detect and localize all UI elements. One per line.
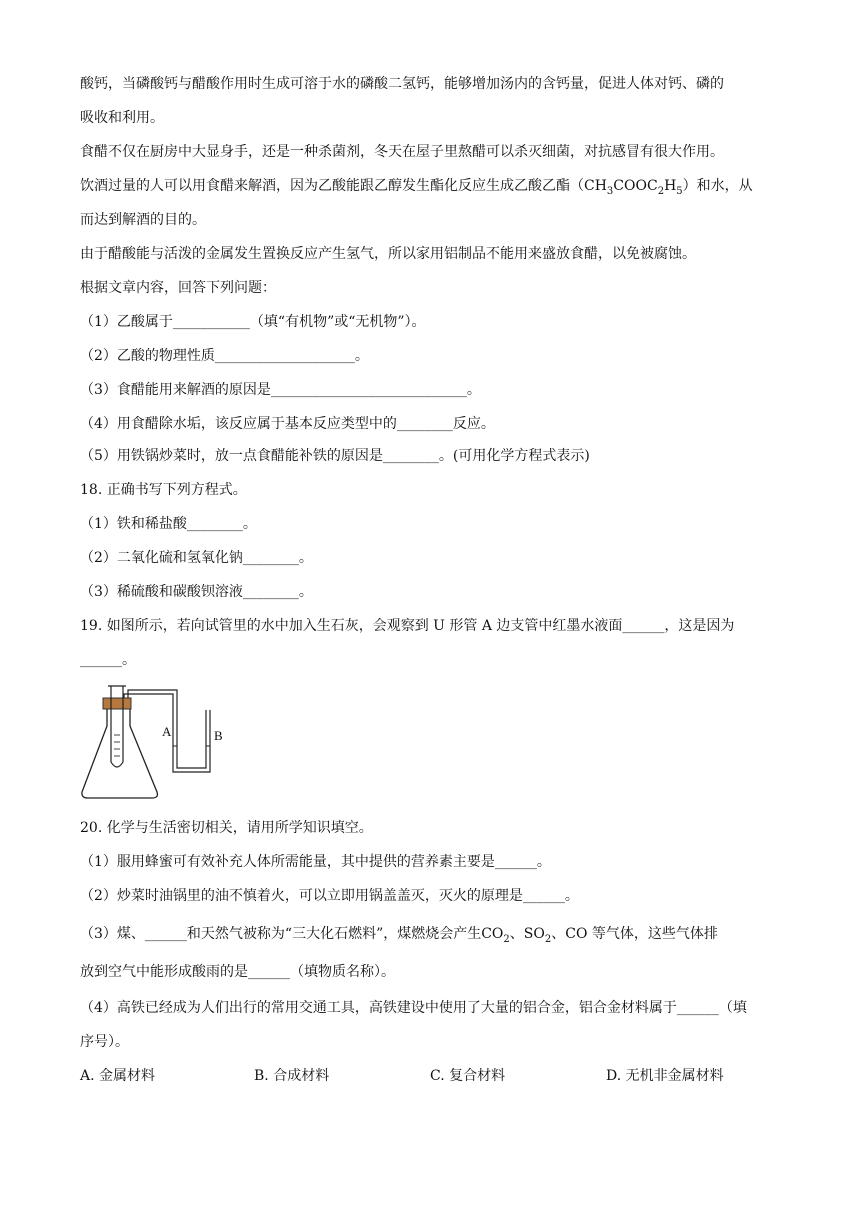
flask-u-tube-diagram [78,680,238,802]
formula-subscript: 5 [676,185,683,197]
q19-line-1: 19. 如图所示，若向试管里的水中加入生石灰，会观察到 U 形管 A 边支管中红墨水液面______，这是因为 [80,618,735,634]
q19-line-2: ______。 [80,652,136,668]
question-prompt: 根据文章内容，回答下列问题： [80,280,276,296]
article-paragraph-3-line-1 [80,176,782,196]
q20-sub-3-line-1 [80,924,782,944]
q20-title: 20. 化学与生活密切相关，请用所学知识填空。 [80,820,373,836]
label-b: B [214,728,223,743]
option-c: C. 复合材料 [430,1068,506,1084]
article-paragraph-1-line-1: 酸钙，当磷酸钙与醋酸作用时生成可溶于水的磷酸二氢钙，能够增加汤内的含钙量，促进人体对钙、磷的 [80,76,724,92]
q20-sub-3-line-2: 放到空气中能形成酸雨的是______（填物质名称）。 [80,964,395,980]
q20-sub-2: （2）炒菜时油锅里的油不慎着火，可以立即用锅盖盖灭，灭火的原理是______。 [80,888,579,904]
q20-sub-4-line-1: （4）高铁已经成为人们出行的常用交通工具，高铁建设中使用了大量的铝合金，铝合金材料属于______（填 [80,1000,747,1016]
article-paragraph-3-text-b: COOC [613,178,658,194]
article-paragraph-2: 食醋不仅在厨房中大显身手，还是一种杀菌剂，冬天在屋子里熬醋可以杀灭细菌，对抗感冒有很大作用。 [80,144,724,160]
q17-sub-5: （5）用铁锅炒菜时，放一点食醋能补铁的原因是________。(可用化学方程式表示) [80,448,590,464]
q18-sub-3: （3）稀硫酸和碳酸钡溶液________。 [80,584,313,600]
formula-subscript: 3 [606,185,614,197]
conical-flask [82,709,158,798]
q18-sub-2: （2）二氧化硫和氢氧化钠________。 [80,550,313,566]
option-a: A. 金属材料 [80,1068,156,1084]
q20-sub-1: （1）服用蜂蜜可有效补充人体所需能量，其中提供的营养素主要是______。 [80,854,551,870]
q17-sub-3: （3）食醋能用来解酒的原因是____________________________。 [80,382,481,398]
formula-subscript: 2 [503,933,510,945]
option-d: D. 无机非金属材料 [606,1068,724,1084]
q17-sub-4: （4）用食醋除水垢，该反应属于基本反应类型中的________反应。 [80,416,495,432]
article-paragraph-3-line-2: 而达到解酒的目的。 [80,212,206,228]
q17-sub-2: （2）乙酸的物理性质____________________。 [80,348,369,364]
q20-sub-3-text-a: （3）煤、______和天然气被称为“三大化石燃料”，煤燃烧会产生CO [80,926,504,942]
formula-subscript: 2 [657,185,665,197]
article-paragraph-1-line-2: 吸收和利用。 [80,110,164,126]
q20-sub-3-text-c: 、CO 等气体，这些气体排 [551,926,718,942]
article-paragraph-3-text-a: 饮酒过量的人可以用食醋来解酒，因为乙酸能跟乙醇发生酯化反应生成乙酸乙酯（CH [80,178,607,194]
rubber-stopper [103,698,131,709]
article-paragraph-4: 由于醋酸能与活泼的金属发生置换反应产生氢气，所以家用铝制品不能用来盛放食醋，以免被腐蚀。 [80,246,696,262]
article-paragraph-3-text-d: ）和水，从 [682,178,753,194]
label-a: A [162,724,172,739]
q17-sub-1: （1）乙酸属于___________（填“有机物”或“无机物”）。 [80,314,426,330]
article-paragraph-3-text-c: H [664,178,677,194]
q18-title: 18. 正确书写下列方程式。 [80,482,247,498]
formula-subscript: 2 [544,933,552,945]
q18-sub-1: （1）铁和稀盐酸________。 [80,516,257,532]
q20-sub-3-text-b: 、SO [509,926,545,942]
option-b: B. 合成材料 [254,1068,330,1084]
q20-sub-4-line-2: 序号）。 [80,1034,129,1050]
